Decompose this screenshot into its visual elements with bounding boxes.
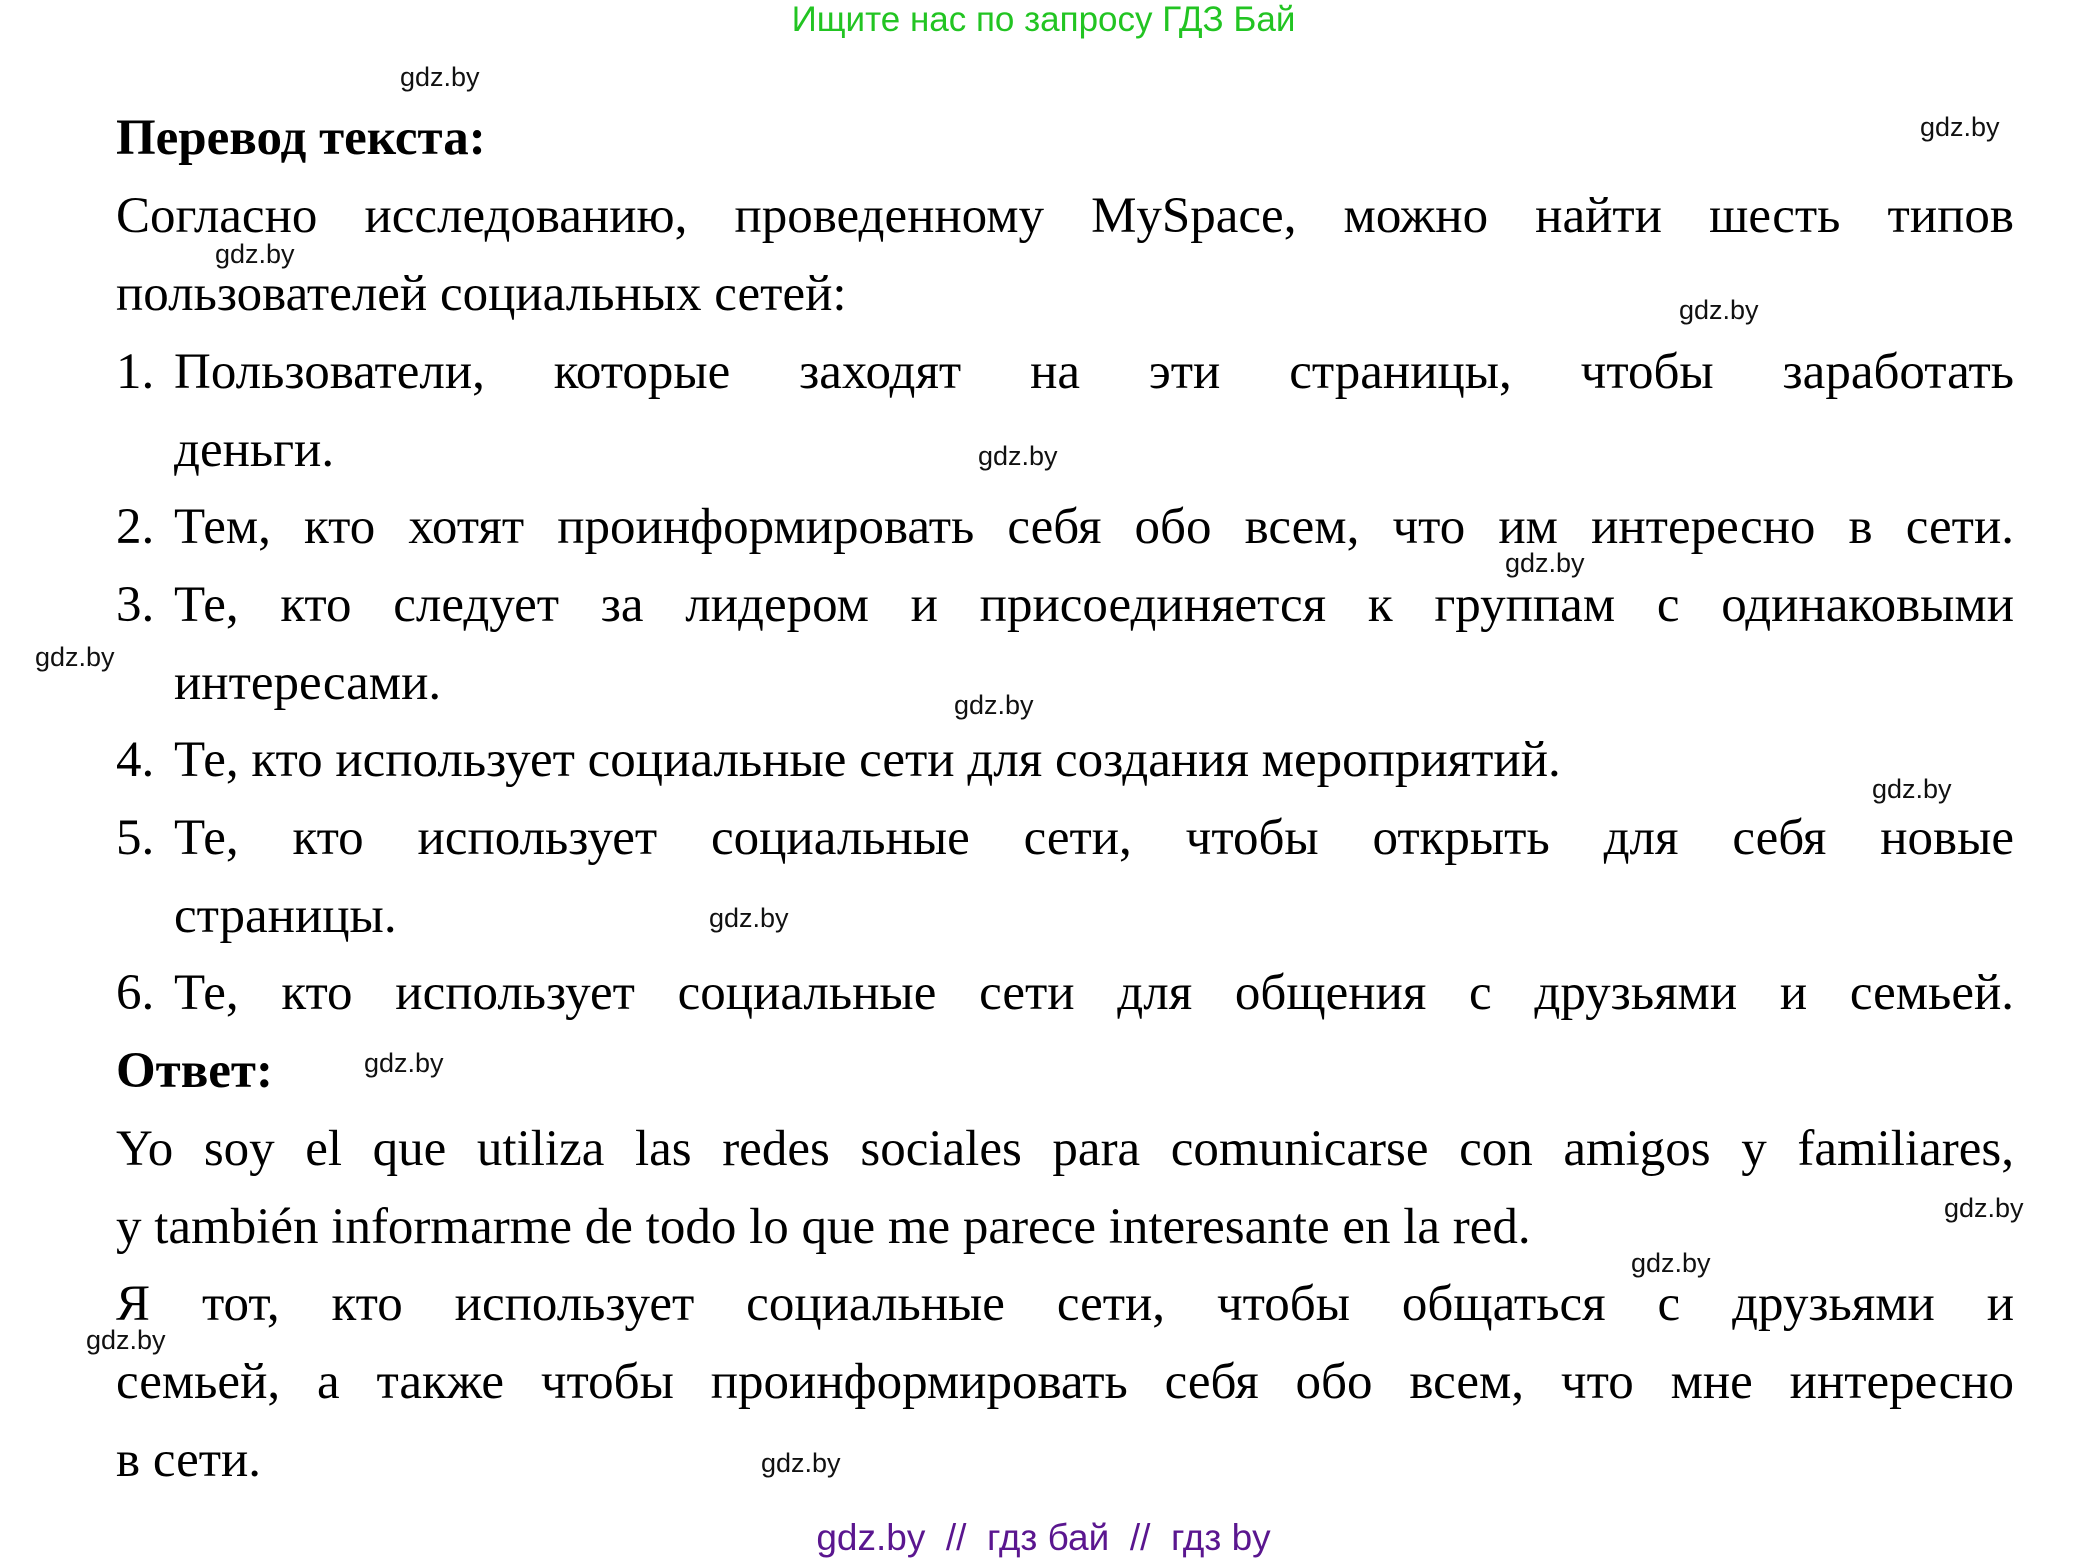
item-text: Те, кто использует социальные сети для общения с друзьями и семьей.	[174, 965, 2014, 1021]
watermark: gdz.by	[1872, 774, 1952, 804]
translation-heading: Перевод текста:	[116, 110, 486, 166]
watermark: gdz.by	[978, 441, 1058, 471]
watermark: gdz.by	[364, 1048, 444, 1078]
intro-line: Согласно исследованию, проведенному MySpace, можно найти шесть типов	[116, 188, 2014, 244]
answer-spanish-line: y también informarme de todo lo que me parece interesante en la red.	[116, 1199, 1531, 1255]
answer-russian-line: семьей, а также чтобы проинформировать себя обо всем, что мне интересно	[116, 1354, 2014, 1410]
item-text: интересами.	[174, 655, 442, 711]
answer-russian-line: Я тот, кто использует социальные сети, чтобы общаться с друзьями и	[116, 1276, 2014, 1332]
footer-links: gdz.by // гдз бай // гдз by	[816, 1517, 1271, 1558]
watermark: gdz.by	[709, 903, 789, 933]
watermark: gdz.by	[86, 1325, 166, 1355]
intro-line: пользователей социальных сетей:	[116, 266, 847, 322]
item-text: страницы.	[174, 888, 397, 944]
search-hint-banner: Ищите нас по запросу ГДЗ Бай	[791, 0, 1296, 39]
item-text: Те, кто следует за лидером и присоединяется к группам с одинаковыми	[174, 577, 2014, 633]
watermark: gdz.by	[954, 690, 1034, 720]
item-text: Те, кто использует социальные сети, чтобы открыть для себя новые	[174, 810, 2014, 866]
item-number: 3.	[116, 577, 155, 633]
watermark: gdz.by	[1944, 1193, 2024, 1223]
watermark: gdz.by	[35, 642, 115, 672]
item-text: Те, кто использует социальные сети для создания мероприятий.	[174, 732, 1561, 788]
watermark: gdz.by	[1679, 295, 1759, 325]
item-number: 2.	[116, 499, 155, 555]
item-text: Тем, кто хотят проинформировать себя обо всем, что им интересно в сети.	[174, 499, 2014, 555]
watermark: gdz.by	[761, 1448, 841, 1478]
answer-spanish-line: Yo soy el que utiliza las redes sociales para comunicarse con amigos y familiares,	[116, 1121, 2014, 1177]
answer-russian-line: в сети.	[116, 1432, 262, 1488]
watermark: gdz.by	[1920, 112, 2000, 142]
item-text: Пользователи, которые заходят на эти страницы, чтобы заработать	[174, 344, 2014, 400]
answer-heading: Ответ:	[116, 1043, 273, 1099]
item-text: деньги.	[174, 422, 335, 478]
watermark: gdz.by	[215, 239, 295, 269]
watermark: gdz.by	[1505, 548, 1585, 578]
item-number: 6.	[116, 965, 155, 1021]
item-number: 4.	[116, 732, 155, 788]
watermark: gdz.by	[400, 62, 480, 92]
item-number: 1.	[116, 344, 155, 400]
item-number: 5.	[116, 810, 155, 866]
watermark: gdz.by	[1631, 1248, 1711, 1278]
